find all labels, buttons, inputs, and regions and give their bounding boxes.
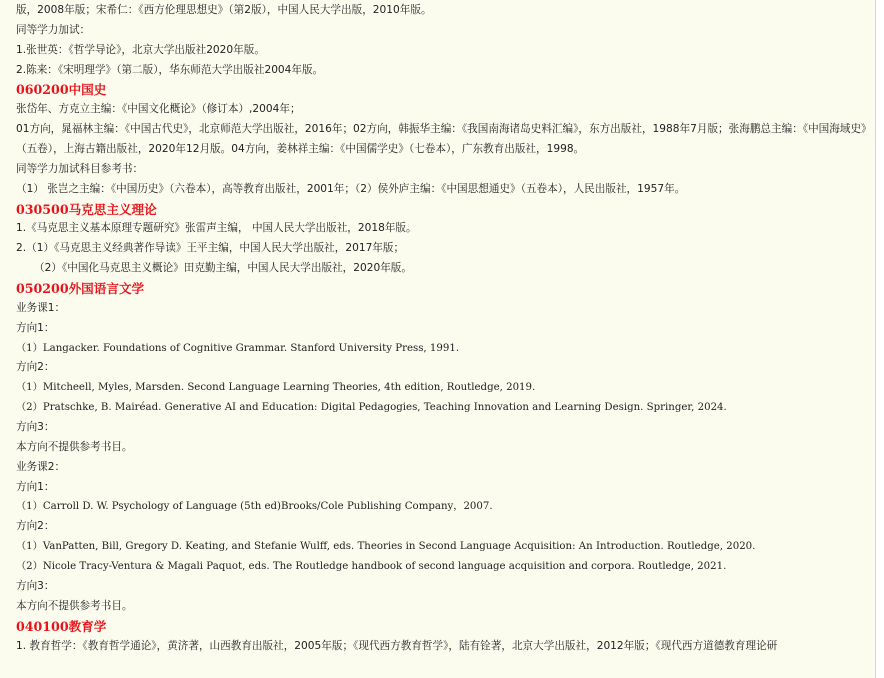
text-line: 1.《马克思主义基本原理专题研究》张雷声主编， 中国人民大学出版社，2018年版。: [16, 222, 417, 235]
section-heading-040100: 040100教育学: [16, 618, 107, 634]
reference-line: （2）Pratschke, B. Mairéad. Generative AI and Education: Digital Pedagogies, Teaching Innovation and Learning Design. Springer, 2024.: [16, 402, 727, 414]
reference-line: （1）Mitcheell, Myles, Marsden. Second Language Learning Theories, 4th edition, Routledge, 2019.: [16, 382, 536, 394]
text-line: 本方向不提供参考书目。: [16, 599, 133, 612]
page-right-edge: [876, 0, 884, 678]
text-line: （2）《中国化马克思主义概论》田克勤主编，中国人民大学出版社，2020年版。: [34, 262, 412, 275]
text-line: 1. 教育哲学：《教育哲学通论》，黄济著，山西教育出版社，2005年版；《现代西方教育哲学》，陆有铨著，北京大学出版社，2012年版；《现代西方道德教育理论研: [16, 639, 778, 652]
section-heading-060200: 060200中国史: [16, 82, 107, 98]
reference-paragraph: （1）VanPatten, Bill, Gregory D. Keating, and Stefanie Wulff, eds. Theories in Second Language Acquisition: An Introduction. Routledge, 2020.: [16, 541, 756, 553]
text-line: 业务课1：: [16, 301, 66, 314]
text-line: 方向1：: [16, 321, 55, 334]
text-line: 2.陈来：《宋明理学》（第二版），华东师范大学出版社2004年版。: [16, 63, 324, 76]
text-line: 1.张世英：《哲学导论》，北京大学出版社2020年版。: [16, 43, 265, 56]
text-paragraph: 01方向，晁福林主编：《中国古代史》，北京师范大学出版社，2016年；02方向，韩振华主编：《我国南海诸岛史料汇编》，东方出版社，1988年7月版；张海鹏总主编：《中国海域史》（五卷），上海古籍出版社，2020年12月版。04方向，姜林祥主编：《中国儒学史》（七卷本），广东教育出版社，1998。: [16, 123, 872, 156]
text-line: 方向2：: [16, 361, 55, 374]
text-line: 方向3：: [16, 421, 55, 434]
reference-line: （1）Carroll D. W. Psychology of Language (5th ed)Brooks/Cole Publishing Company，2007.: [16, 501, 493, 513]
text-line: 张岱年、方克立主编：《中国文化概论》（修订本）,2004年；: [16, 103, 301, 116]
reference-line: （2）Nicole Tracy-Ventura & Magali Paquot, eds. The Routledge handbook of second language acquisition and corpora. Routledge, 2021.: [16, 561, 727, 573]
text-line: 方向3：: [16, 579, 55, 592]
text-line: 2.（1）《马克思主义经典著作导读》王平主编，中国人民大学出版社，2017年版；: [16, 242, 405, 255]
text-line: 本方向不提供参考书目。: [16, 440, 133, 453]
section-heading-050200: 050200外国语言文学: [16, 281, 145, 297]
text-line: （1） 张岂之主编：《中国历史》（六卷本），高等教育出版社，2001年；（2）侯外庐主编：《中国思想通史》（五卷本），人民出版社，1957年。: [16, 182, 686, 195]
reference-line: （1）Langacker. Foundations of Cognitive Grammar. Stanford University Press, 1991.: [16, 342, 460, 354]
section-heading-030500: 030500马克思主义理论: [16, 201, 157, 217]
text-line: 版，2008年版；宋希仁：《西方伦理思想史》（第2版），中国人民大学出版，2010年版。: [16, 4, 432, 16]
text-line: 业务课2：: [16, 460, 66, 473]
text-line: 方向2：: [16, 520, 55, 533]
text-line: 方向1：: [16, 480, 55, 493]
text-line: 同等学力加试：: [16, 23, 91, 36]
text-line: 同等学力加试科目参考书：: [16, 162, 144, 175]
